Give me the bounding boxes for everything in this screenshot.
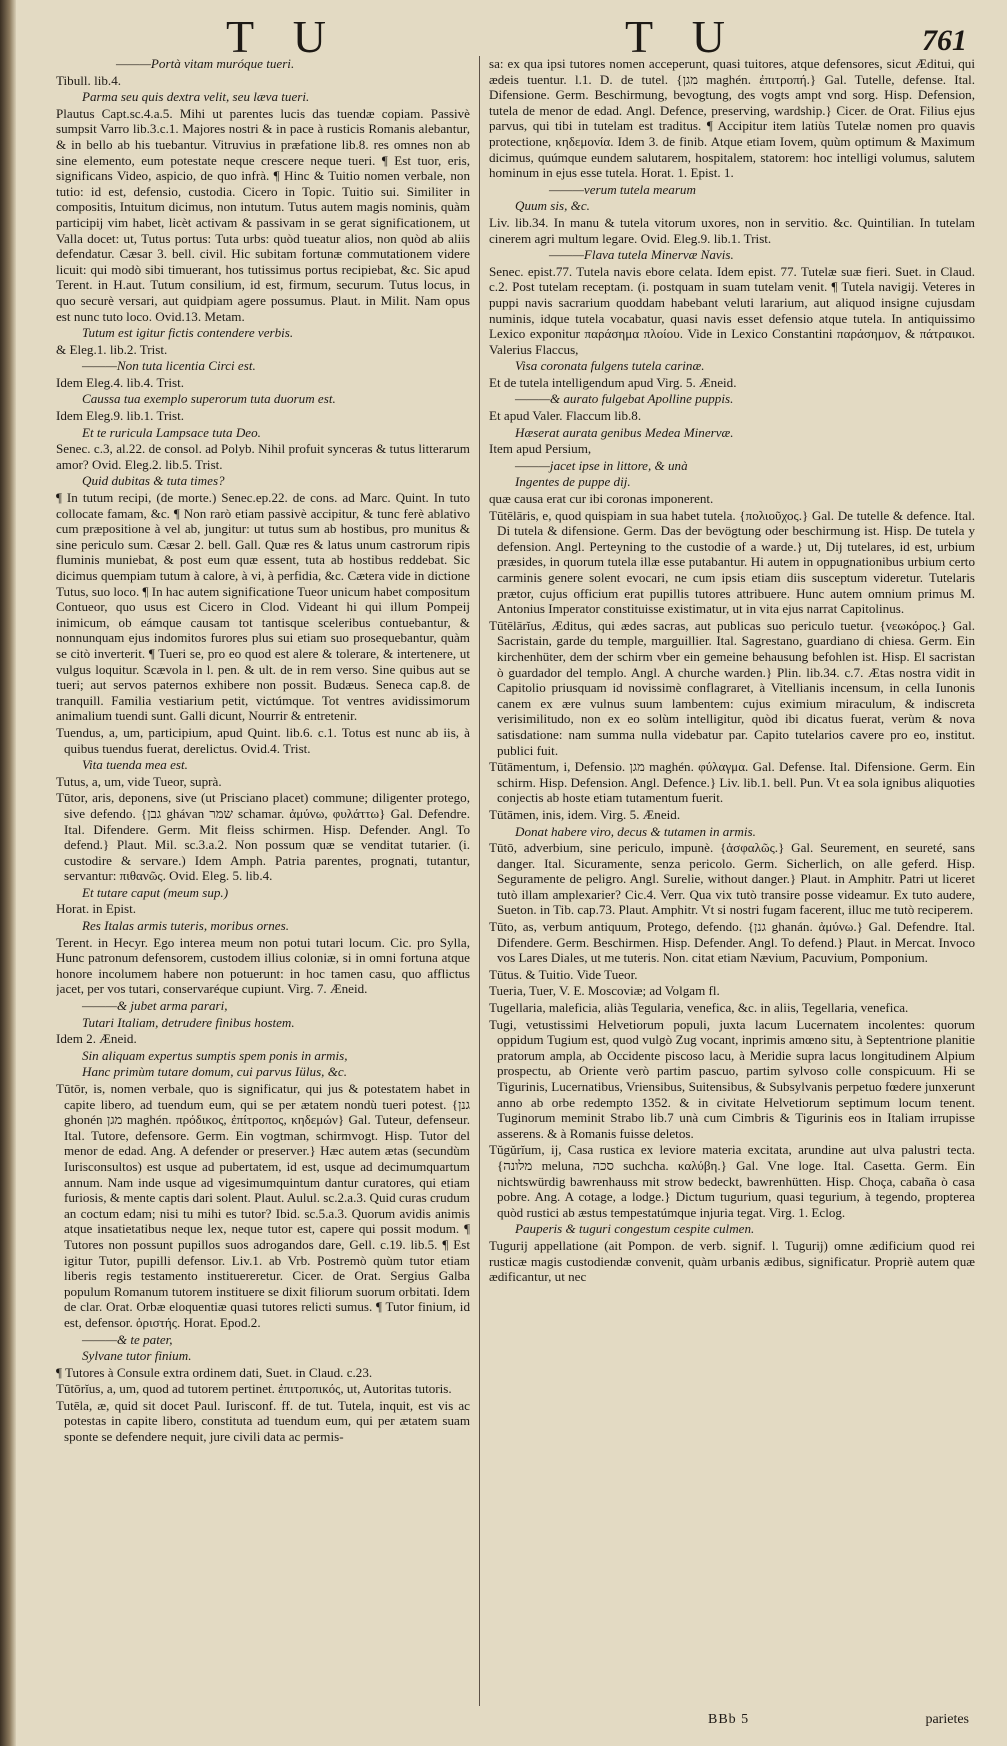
citation-line: Horat. in Epist. (56, 901, 137, 917)
page-gutter-shadow (0, 0, 16, 1746)
dictionary-entry: Tūtō, adverbium, sine periculo, impunè. {ἀσφαλῶς.} Gal. Seurement, en seureté, sans danger. Ital. Sicuramente, senza pericolo. Germ. Sicherlich, on alle geferd. Hisp. Seguramente de peligro. Angl. Surelie, without danger.} Plaut. in Amphitr. Patri ut liceret tutò illam amplexarier? Cic.4. Verr. Qua vix tutò transire posse videamur. Ex tuto audere, Sueton. in Tib. cap.73. Plaut. Amphitr. Vt si nostri fugam facerent, illuc me tutò reciperem. (489, 840, 975, 918)
verse-quotation: Vita tuenda mea est. (82, 757, 188, 773)
dictionary-entry: Tūtāmen, inis, idem. Virg. 5. Æneid. (489, 806, 681, 822)
verse-quotation: Et te ruricula Lampsace tuta Deo. (82, 424, 261, 440)
verse-quotation: ———& te pater, (82, 1331, 173, 1347)
dictionary-entry: Tūtōrĭus, a, um, quod ad tutorem pertinet. ἐπιτροπικός, ut, Autoritas tutoris. (56, 1381, 452, 1397)
paragraph: ¶ In tutum recipi, (de morte.) Senec.ep.22. de cons. ad Marc. Quint. In tuto collocate famam, &c. ¶ Non rarò etiam passivè accipitur, & tunc ferè ablativo cum præpositione à vel ab, jungitur: ut tutus sum ab hostibus, pro munitus & sine periculo sum. Cæsar 2. bell. Gall. Quæ res & latus unum castrorum ripis fluminis muniebat, & post eum quæ essent, tuta ab hostibus reddebat. Sic dicimus quempiam tutum à calore, à vi, à perfidia, &c. Cætera vide in dictione Tutus, suo loco. ¶ In hac autem significatione Tueor unicum habet compositum Contueor, quo usus est Cicero in Clod. Videant hi qui illum Pompeij inimicum, ob eámque causam tot tantisque sceleribus contuebantur, & nonnunquam ejus indomitos furores plus sui etiam suo prosequebantur, quàm se citò inverterit. ¶ Tueri se, pro eo quod est alere & tolerare, & intertenere, ut vulgus loquitur. Scævola in l. pen. & ult. de in rem verso. Sine quibus aut se tueri; aut servos paternos exhibere non possit. Budæus. Seneca cap.8. de tranquill. Familia vestiarium petit, victúmque. Tot ventres avidissimorum animalium tuendi sunt. Galli dicunt, Nourrir & entretenir. (56, 490, 470, 724)
citation-line: Idem 2. Æneid. (56, 1031, 137, 1047)
verse-quotation: ———& jubet arma parari, (82, 998, 228, 1014)
paragraph: Tugurij appellatione (ait Pompon. de verb. signif. l. Tugurij) omne ædificium quod rei rusticæ magis custodiendæ convenit, quàm urbanis ædibus, significatur. Propriè autem quæ ædificantur, ut nec (489, 1237, 975, 1285)
running-head-right: T U (625, 11, 739, 62)
verse-quotation: Parma seu quis dextra velit, seu læva tueri. (82, 89, 310, 105)
dictionary-entry: Tūto, as, verbum antiquum, Protego, defendo. {גנן ghanán. ἀμύνω.} Gal. Defendre. Ital. Difendere. Germ. Beschirmen. Hisp. Defender. Angl. To defend.} Plaut. in Mercat. Invoco vos Lares Diales, ut me tuteris. Non. citat etiam Nævium, Pacuvium, Pomponium. (489, 919, 975, 966)
paragraph: Liv. lib.34. In manu & tutela vitorum uxores, non in servitio. &c. Quintilian. In tutelam cinerem agri multum legare. Ovid. Eleg.9. lib.1. Trist. (489, 214, 975, 246)
dictionary-entry: Tūtor, aris, deponens, sive (ut Prisciano placet) commune; diligenter protego, sive defendo. {גבן ghávan שמר schamar. ἀμύνω, φυλάττω} Gal. Defendre. Ital. Difendere. Germ. Mit fleiss schirmen. Hisp. Defender. Angl. To defend.} Plaut. Mil. sc.3.a.2. Non possum quæ se venditat tutarier. (i. custodire & servare.) Idem Amph. Patria parentes, prognati, tutantur, servantur: πιθανῶς. Ovid. Eleg. 5. lib.4. (56, 790, 470, 884)
verse-quotation: ———Portà vitam muróque tueri. (116, 56, 295, 71)
paragraph: Plautus Capt.sc.4.a.5. Mihi ut parentes lucis das tuendæ copiam. Passivè sumpsit Varro lib.3.c.1. Majores nostri & in pace à rusticis Romanis alebantur, & in bello ab his tuebantur. Vitruvius in præfatione lib.8. res omnes non ab sine elemento, eum potestate neque crescere neque tueri. ¶ Est tuor, eris, significans Video, aspicio, de quo infrà. ¶ Hinc & Tuitio nomen verbale, non tutio: id est, defensio, custodia. Cicero in Topic. Tuitio sui. Similiter in compositis, Intuitum dicimus, non intutum. Tutus autem magis nominis, quàm participij vim habet, licèt activam & passivam in se gerat significationem, ut Valla docet: ut, Tutus portus: Tuta urbs: quòd tueatur alios, non quòd ab aliis defendatur. Cæsar 3. bell. civil. Hic subitam fortunæ commutationem videre licuit: qui modò sibi timuerant, hos tutissimus portus recipiebat, &c. Sic apud Terent. in H.aut. Tutum consilium, id est, firmum, securum. Tutus locus, in quo securè versari, aut quidpiam agere possumus. Plaut. in Milit. Nam opus est nunc tuto loco. Ovid.13. Metam. (56, 105, 470, 324)
verse-quotation: ———Flava tutela Minervæ Navis. (549, 247, 734, 263)
catchword: parietes (925, 1712, 969, 1727)
dictionary-entry: Tūtēlāris, e, quod quispiam in sua habet tutela. {πολιοῦχος.} Gal. De tutelle & defence. Ital. Di tutela & difensione. Germ. Das der bevögtung oder beschirmung ist. Hisp. De tutela y defension. Angl. Perteyning to the custodie of a warde.} ut, Dij tutelares, id est, urbium præsides, in quorum tutela illæ esse putabantur. Hi autem in oppugnationibus urbium certo carminis genere solent evocari, ne cum ipsis etiam diis susceptum videretur. Tutelaris prætor, cujus officium erat pupillis tutores attribuere. Hunc autem omnium primus M. Antonius Imperator constituisse existimatur, ut in vita ejus narrat Capitolinus. (489, 507, 975, 617)
citation-line: Et apud Valer. Flaccum lib.8. (489, 408, 642, 424)
paragraph: quæ causa erat cur ibi coronas imponerent. (489, 491, 714, 507)
dictionary-entry: Tūtāmentum, i, Defensio. מגן maghén. φύλαγμα. Gal. Defense. Ital. Difensione. Germ. Ein schirm. Hisp. Defension. Angl. Defence.} Liv. lib.1. bell. Pun. Vt ea sola ignibus aliquoties conjectis ab hoste etiam tutamentum fuerit. (489, 759, 975, 806)
dictionary-entry: Tūtēlārĭus, Æditus, qui ædes sacras, aut publicas suo periculo tuetur. {νεωκόρος.} Gal. Sacristain, garde du temple, marguillier. Ital. Sagrestano, guardiano di chiesa. Germ. Ein kirchenhüter, dem der schirm vber ein gemeine behausung befohlen ist. Hisp. El sacristan ò guardador del templo. Angl. A churche warden.} Plin. lib.34. c.7. Ætas nostra vidit in Capitolio priusquam id novissimè conflagraret, à Vitellianis incensum, in cella Iunonis canem ex ære vulnus suum lambentem: cujus eximium miraculum, & indiscreta verisimilitudo, non ex eo solùm intelligitur, quòd ibi dicatus fuerat, verùm & nova satisdatione: nam summa nulla videbatur par. Capito tutelarios cavere pro eo, institut. publici fuit. (489, 617, 975, 758)
verse-quotation: Caussa tua exemplo superorum tuta duorum est. (82, 391, 336, 407)
dictionary-entry: Tueria, Tuer, V. E. Moscoviæ; ad Volgam fl. (489, 983, 720, 999)
dictionary-entry: Tŭgŭrĭum, ij, Casa rustica ex leviore materia excitata, arundine aut ulva palustri tecta. {מלונה meluna, סכה suchcha. καλύβη.} Gal. Vne loge. Ital. Casetta. Germ. Ein nichtswürdig bawrenhauss mit strow bedeckt, bawrenhütten. Hisp. Choça, cabaña ò casa pobre. Ang. A cotage, a lodge.} Dictum tugurium, quasi tegurium, à tegendo, propterea quòd rustici ab æstus tempestatúmque injuria tegat. Virg. 1. Eclog. (489, 1142, 975, 1220)
dictionary-entry: Tugi, vetustissimi Helvetiorum populi, juxta lacum Lucernatem incolentes: quorum oppidum Tugium est, quod vulgò Zug vocant, inprimis amœno situ, à Septentrione planitie pratorum ampla, ab Occidente piscoso lacu, à Meridie supra lacus longitudinem Alpium prospectu, ab Oriente verò partim pascuo, partim sylvoso colle conspicuum. Hi se Tigurinis, Lucernatibus, Vriensibus, Suitensibus, & Subsylvanis perpetuo fœdere junxerunt anno ab orbe redempto 1352. & in civitate Helvetiorum septimum locum tenent. Tuginorum meminit Strabo lib.7 unà cum Cimbris & Tigurinis eos in Italiam irrupisse asserens. & à Romanis fuisse deletos. (489, 1016, 975, 1141)
dictionary-entry: Tūtōr, is, nomen verbale, quo is significatur, qui jus & potestatem habet in capite libero, ad tuendum eum, qui se per ætatem nondù tueri potest. {גנן ghonén מגן maghén. πρόδικος, ἐπίτροπος, κηδεμών} Gal. Tuteur, defenseur. Ital. Tutore, defensore. Germ. Ein vogtman, schirmvogt. Hisp. Tutor del menor de edad. Ang. A defender or preserver.} Hæc autem ætas (secundùm Iurisconsultos) est usque ad pubertatem, id est, usque ad decimumquartum annum. Nam inde usque ad vigesimumquintum dantur curatores, qui etiam furiosis, & mente captis dari solent. Plaut. Aulul. sc.2.a.3. Quid curas crudum an coctum edam; nisi tu mihi es tutor? Ibid. sc.5.a.3. Quorum avidis animis atque insatietatibus neque lex, neque tutor est, capere qui possit modum. ¶ Tutores non possunt pupillos suos adrogandos dare, Gell. c.19. lib.5. ¶ Est igitur Tutor, pupilli defensor. Liv.1. ab Vrb. Postremò quùm tutor etiam liberis regis testamento instituereretur. Cicer. de Orat. Sergius Galba populum Romanum tutorem instituere se dixit filiorum suorum orbitati. Idem de clar. Orat. Orbæ eloquentiæ quasi tutores relicti sumus. ¶ Tutor finium, id est, defensor. ὁριστής. Horat. Epod.2. (56, 1081, 470, 1330)
dictionary-entry: Tūtus. & Tuitio. Vide Tueor. (489, 966, 638, 982)
running-head-left: T U (226, 11, 340, 62)
verse-quotation: ———verum tutela mearum (549, 181, 696, 197)
citation-line: Idem Eleg.9. lib.1. Trist. (56, 408, 185, 424)
verse-quotation: Et tutare caput (meum sup.) (82, 884, 229, 900)
verse-quotation: Tutum est igitur fictis contendere verbis. (82, 325, 294, 341)
verse-quotation: Pauperis & tuguri congestum cespite culmen. (515, 1221, 755, 1237)
left-column (56, 56, 470, 1726)
verse-quotation: Quum sis, &c. (515, 198, 590, 214)
column-divider (479, 56, 480, 1706)
paragraph: sa: ex qua ipsi tutores nomen acceperunt, quasi tuitores, atque defensores, sicut Æditui, qui ædeis tuentur. l.1. D. de tutel. {מגן maghén. ἐπιτροπή.} Gal. Tutelle, defense. Ital. Difensione. Germ. Beschirmung, bevogtung, des vogts ampt vnd sorg. Hisp. Defension, tutela de menor de edad. Angl. Defence, preserving, wardship.} Cicer. de Orat. Filius ejus parvus, qui tibi in tutelam est traditus. ¶ Accipitur item latiùs Tutelæ nomen pro quavis protectione, κηδεμονία. Idem 3. de finib. Atque etiam Iovem, quùm optimum & Maximum dicimus, quúmque eundem salutarem, hospitalem, statorem: hoc intelligi volumus, salutem hominum in ejus esse tutela. Horat. 1. Epist. 1. (489, 56, 975, 181)
citation-line: Idem Eleg.4. lib.4. Trist. (56, 374, 185, 390)
right-column (489, 56, 975, 1726)
dictionary-entry: Tuendus, a, um, participium, apud Quint. lib.6. c.1. Totus est nunc ab iis, à quibus tuendus fuerat, derelictus. Ovid.4. Trist. (56, 724, 470, 756)
verse-quotation: ———jacet ipse in littore, & unà (515, 457, 688, 473)
verse-quotation: Donat habere viro, decus & tutamen in armis. (515, 823, 756, 839)
verse-quotation: Tutari Italiam, detrudere finibus hostem. (82, 1014, 295, 1030)
verse-quotation: Quid dubitas & tuta times? (82, 473, 225, 489)
dictionary-entry: Tutēla, æ, quid sit docet Paul. Iurisconf. ff. de tut. Tutela, inquit, est vis ac potestas in capite libero, constituta ad tuendum eum, qui per ætatem suam sponte se defendere nequit, jure civili data ac permis- (56, 1397, 470, 1445)
paragraph: Terent. in Hecyr. Ego interea meum non potui tutari locum. Cic. pro Sylla, Hunc patronum defensorem, custodem illius coloniæ, si in omni fortuna atque honore incolumem habere non potuerunt: in hoc tamen casu, quo afflictus jacet, per vos tutari, conservaréque cupiunt. Virg. 7. Æneid. (56, 934, 470, 997)
paragraph: ¶ Tutores à Consule extra ordinem dati, Suet. in Claud. c.23. (56, 1364, 373, 1380)
verse-quotation: Hæserat aurata genibus Medea Minervæ. (515, 424, 734, 440)
dictionary-entry: Tugellaria, maleficia, aliàs Tegularia, venefica, &c. in aliis, Tegellaria, venefica. (489, 1000, 909, 1016)
dictionary-entry: Tutus, a, um, vide Tueor, suprà. (56, 773, 222, 789)
paragraph: Et de tutela intelligendum apud Virg. 5. Æneid. (489, 374, 737, 390)
verse-quotation: ———& aurato fulgebat Apolline puppis. (515, 391, 734, 407)
verse-quotation: Hanc primùm tutare domum, cui parvus Iülus, &c. (82, 1064, 348, 1080)
page-number: 761 (922, 24, 967, 57)
verse-quotation: ———Non tuta licentia Circi est. (82, 358, 256, 374)
citation-line: & Eleg.1. lib.2. Trist. (56, 341, 168, 357)
verse-quotation: Visa coronata fulgens tutela carinæ. (515, 358, 705, 374)
citation-line: Tibull. lib.4. (56, 72, 122, 88)
signature-mark: BBb 5 (708, 1712, 750, 1727)
verse-quotation: Res Italas armis tuteris, moribus ornes. (82, 918, 289, 934)
citation-line: Item apud Persium, (489, 441, 592, 457)
paragraph: Senec. c.3, al.22. de consol. ad Polyb. Nihil profuit synceras & tutus litterarum amor? Ovid. Eleg.2. lib.5. Trist. (56, 441, 470, 472)
verse-quotation: Ingentes de puppe dij. (515, 474, 631, 490)
verse-quotation: Sin aliquam expertus sumptis spem ponis in armis, (82, 1047, 348, 1063)
verse-quotation: Sylvane tutor finium. (82, 1348, 192, 1364)
paragraph: Senec. epist.77. Tutela navis ebore celata. Idem epist. 77. Tutelæ suæ fieri. Suet. in Claud. c.2. Post tutelam receptam. (i. postquam in suam tutelam venit. ¶ Tutela navigij. Veteres in puppi navis sacrarium quoddam habebant veluti lararium, aut aliquod insigne cujusdam numinis, idque tutela vocabatur, quasi navis esset defensio atque tutela. In antiquissimo Lexico exponitur παράσημα πλοίου. Vide in Lexico Constantini παράσημον, & πάτραικοι. Valerius Flaccus, (489, 263, 975, 357)
